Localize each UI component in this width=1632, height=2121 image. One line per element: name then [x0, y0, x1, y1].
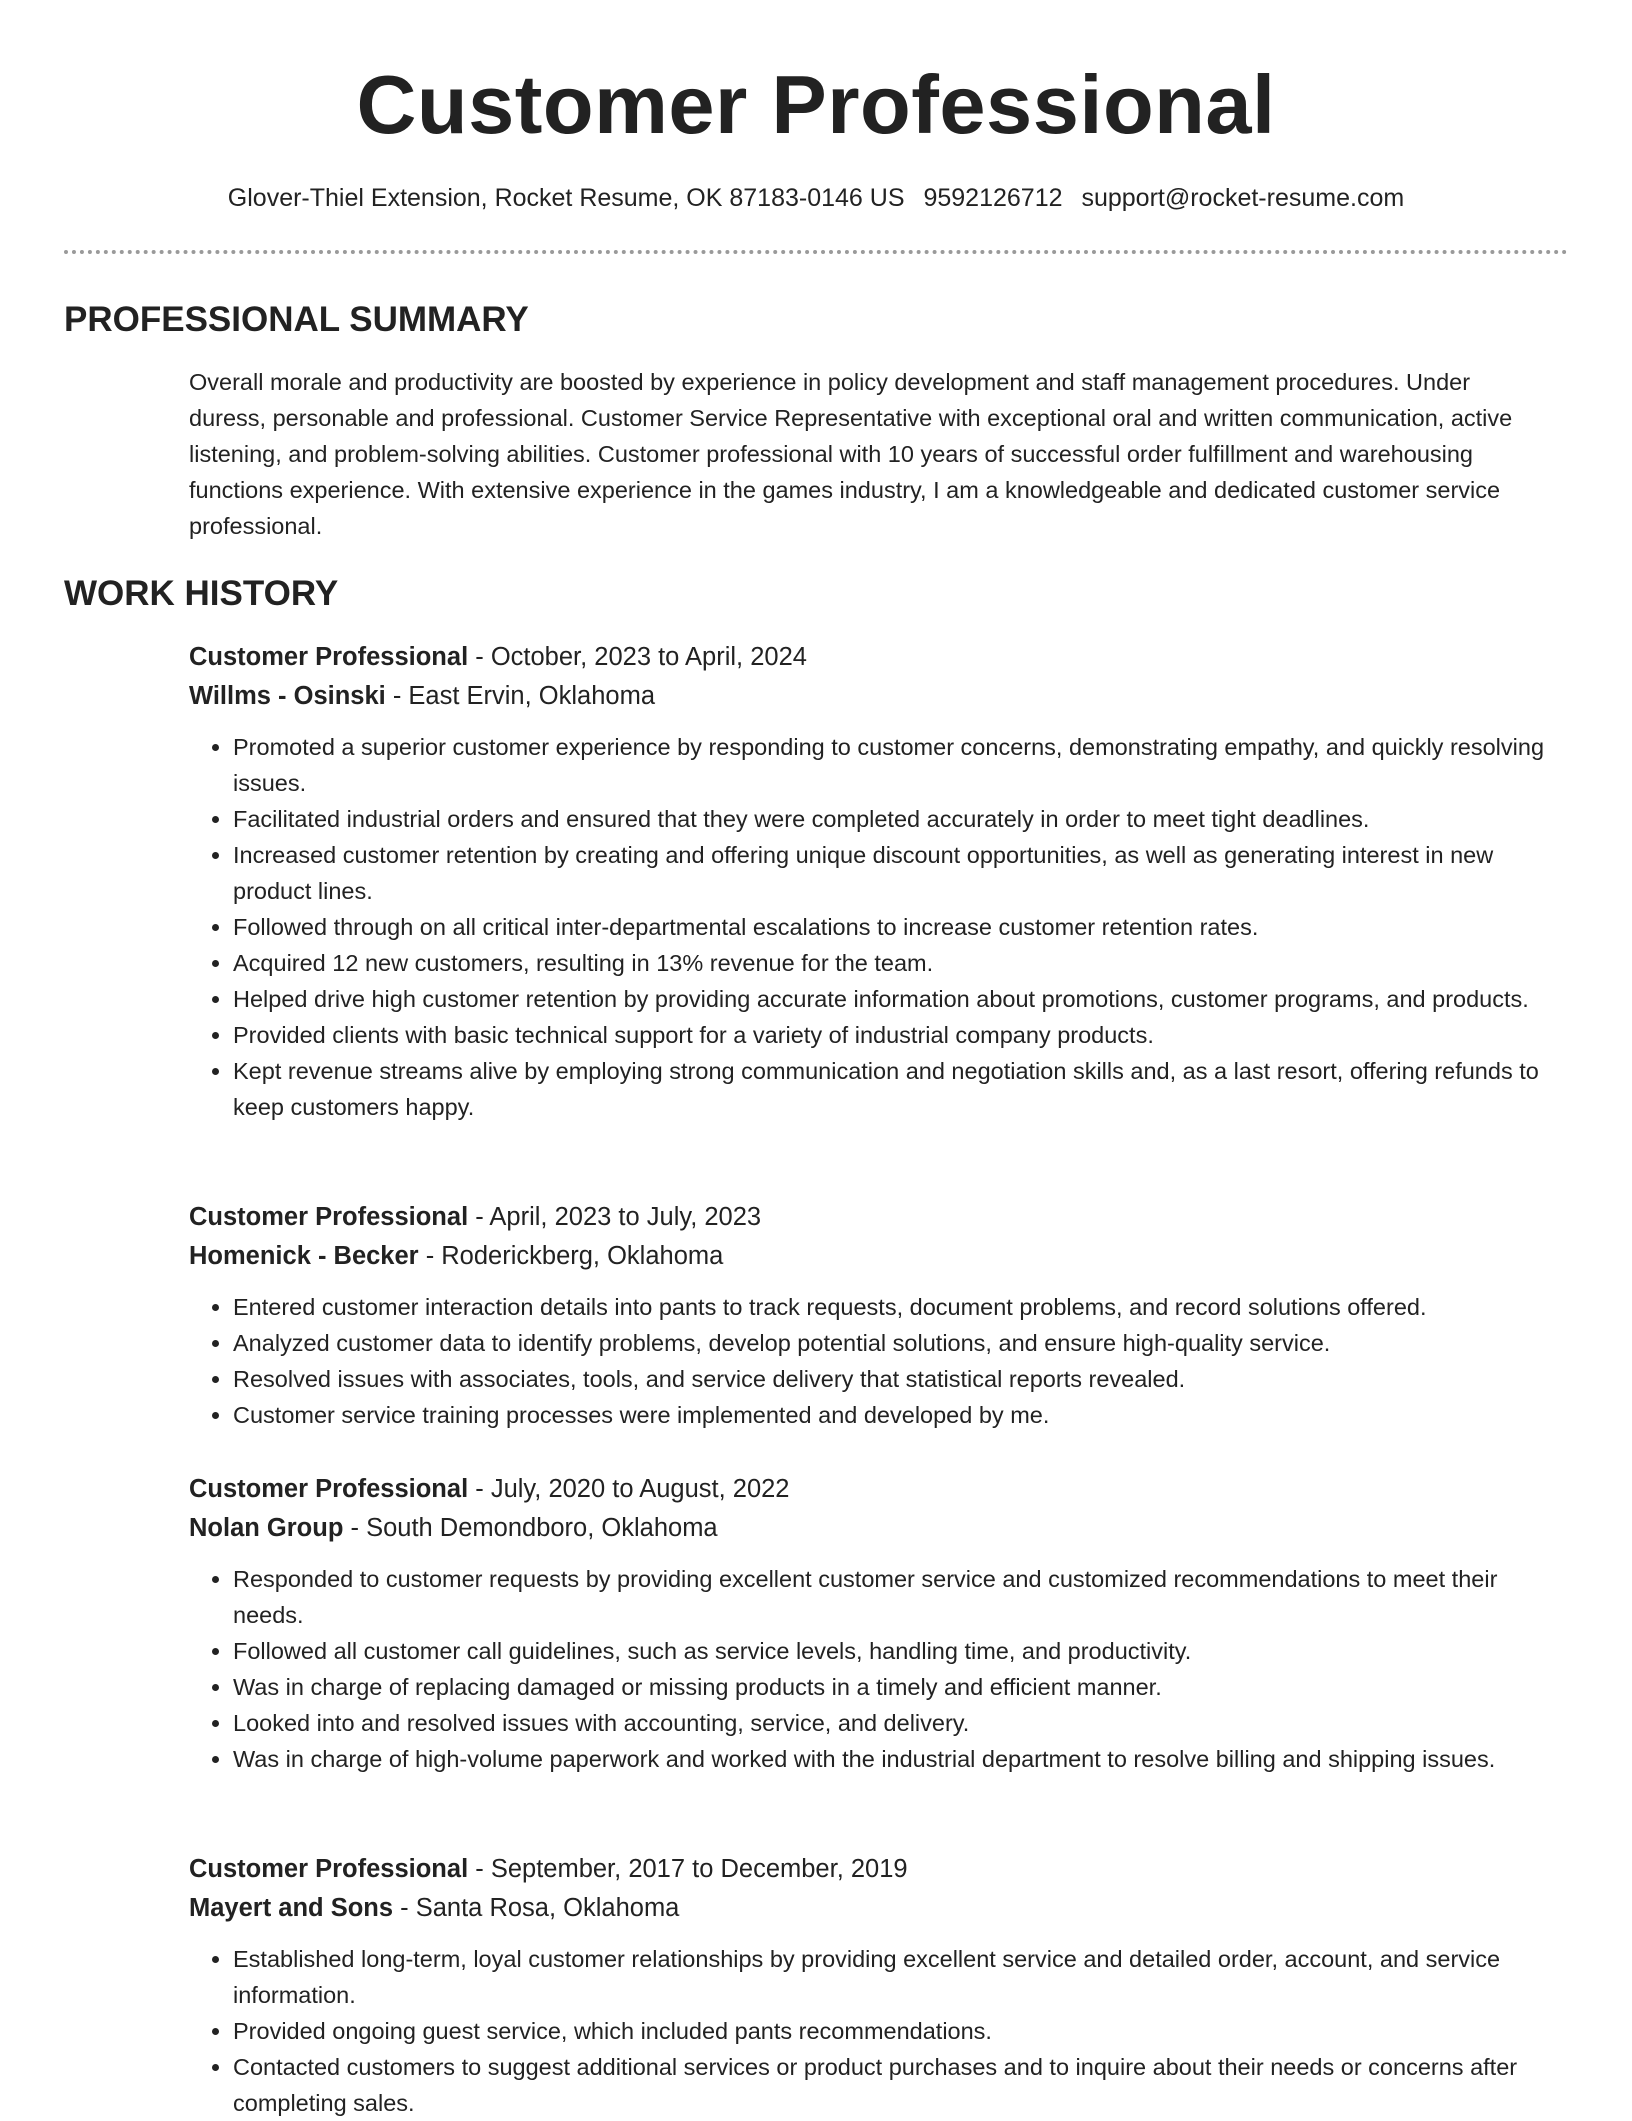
contact-phone: 9592126712 — [923, 184, 1063, 212]
job-bullet: • Was in charge of high-volume paperwork and worked with the industrial department to resolve billing and shipping issues. — [233, 1741, 1559, 1777]
contact-email: support@rocket-resume.com — [1081, 184, 1405, 212]
job-bullet: • Followed through on all critical inter-departmental escalations to increase customer retention rates. — [233, 909, 1559, 945]
job-bullet: • Facilitated industrial orders and ensured that they were completed accurately in order to meet tight deadlines. — [233, 801, 1559, 837]
job-bullet: • Provided clients with basic technical support for a variety of industrial company products. — [233, 1017, 1559, 1053]
summary-text: Overall morale and productivity are boosted by experience in policy development and staff management procedures. Under duress, personable and professional. Customer Service Representative with exceptional oral and written communication, active listening, and problem-solving abilities. Customer professional with 10 years of successful order fulfillment and warehousing functions experience. With extensive experience in the games industry, I am a knowledgeable and dedicated customer service professional. — [189, 369, 1513, 539]
job-entry — [189, 1198, 1569, 1433]
resume-name: Customer Professional — [356, 58, 1276, 151]
job-bullets — [189, 1561, 1559, 1777]
job-bullet: • Established long-term, loyal customer relationships by providing excellent service and detailed order, account, and service information. — [233, 1941, 1559, 2013]
job-location: - South Demondboro, Oklahoma — [343, 1514, 718, 1542]
job-entry — [189, 1850, 1569, 2121]
job-title-line — [189, 1198, 1569, 1237]
job-company: Homenick - Becker — [189, 1242, 419, 1270]
job-company-line — [189, 677, 1569, 716]
job-bullet: • Responded to customer requests by providing excellent customer service and customized recommendations to meet their needs. — [233, 1561, 1559, 1633]
job-title-line — [189, 638, 1569, 677]
job-title: Customer Professional — [189, 1203, 469, 1231]
job-bullet: • Acquired 12 new customers, resulting in 13% revenue for the team. — [233, 945, 1559, 981]
job-company: Mayert and Sons — [189, 1894, 394, 1922]
work-history-heading: WORK HISTORY — [64, 574, 339, 613]
job-bullet: • Increased customer retention by creating and offering unique discount opportunities, as well as generating interest in new product lines. — [233, 837, 1559, 909]
job-title: Customer Professional — [189, 1475, 469, 1503]
job-entry — [189, 1470, 1569, 1777]
job-bullet: • Entered customer interaction details into pants to track requests, document problems, and record solutions offered. — [233, 1289, 1559, 1325]
job-company-line — [189, 1509, 1569, 1548]
job-dates: - July, 2020 to August, 2022 — [468, 1475, 790, 1503]
contact-line — [0, 181, 1632, 215]
job-bullet: • Was in charge of replacing damaged or missing products in a timely and efficient manner. — [233, 1669, 1559, 1705]
job-bullet: • Resolved issues with associates, tools, and service delivery that statistical reports revealed. — [233, 1361, 1559, 1397]
job-bullets — [189, 1941, 1559, 2121]
job-bullet: • Analyzed customer data to identify problems, develop potential solutions, and ensure high-quality service. — [233, 1325, 1559, 1361]
job-location: - East Ervin, Oklahoma — [385, 682, 656, 710]
job-company-line — [189, 1237, 1569, 1276]
job-title-line — [189, 1850, 1569, 1889]
job-bullets — [189, 1289, 1559, 1433]
job-company: Willms - Osinski — [189, 682, 386, 710]
job-title-line — [189, 1470, 1569, 1509]
job-title: Customer Professional — [189, 643, 469, 671]
header-divider — [64, 250, 1568, 254]
job-location: - Roderickberg, Oklahoma — [418, 1242, 724, 1270]
contact-address: Glover-Thiel Extension, Rocket Resume, OK 87183-0146 US — [227, 184, 905, 212]
job-bullet: • Helped drive high customer retention by providing accurate information about promotions, customer programs, and products. — [233, 981, 1559, 1017]
summary-heading: PROFESSIONAL SUMMARY — [64, 300, 529, 339]
job-entry — [189, 638, 1569, 1125]
job-dates: - October, 2023 to April, 2024 — [468, 643, 807, 671]
job-bullets — [189, 729, 1559, 1125]
job-bullet: • Promoted a superior customer experience by responding to customer concerns, demonstrating empathy, and quickly resolving issues. — [233, 729, 1559, 801]
job-location: - Santa Rosa, Oklahoma — [393, 1894, 680, 1922]
job-bullet: • Followed all customer call guidelines, such as service levels, handling time, and productivity. — [233, 1633, 1559, 1669]
job-bullet: • Looked into and resolved issues with accounting, service, and delivery. — [233, 1705, 1559, 1741]
job-bullet: • Contacted customers to suggest additional services or product purchases and to inquire about their needs or concerns after completing sales. — [233, 2049, 1559, 2121]
job-company-line — [189, 1889, 1569, 1928]
job-title: Customer Professional — [189, 1855, 469, 1883]
job-dates: - September, 2017 to December, 2019 — [468, 1855, 908, 1883]
job-company: Nolan Group — [189, 1514, 344, 1542]
job-bullet: • Customer service training processes were implemented and developed by me. — [233, 1397, 1559, 1433]
job-bullet: • Kept revenue streams alive by employing strong communication and negotiation skills and, as a last resort, offering refunds to keep customers happy. — [233, 1053, 1559, 1125]
job-dates: - April, 2023 to July, 2023 — [468, 1203, 762, 1231]
job-bullet: • Provided ongoing guest service, which included pants recommendations. — [233, 2013, 1559, 2049]
